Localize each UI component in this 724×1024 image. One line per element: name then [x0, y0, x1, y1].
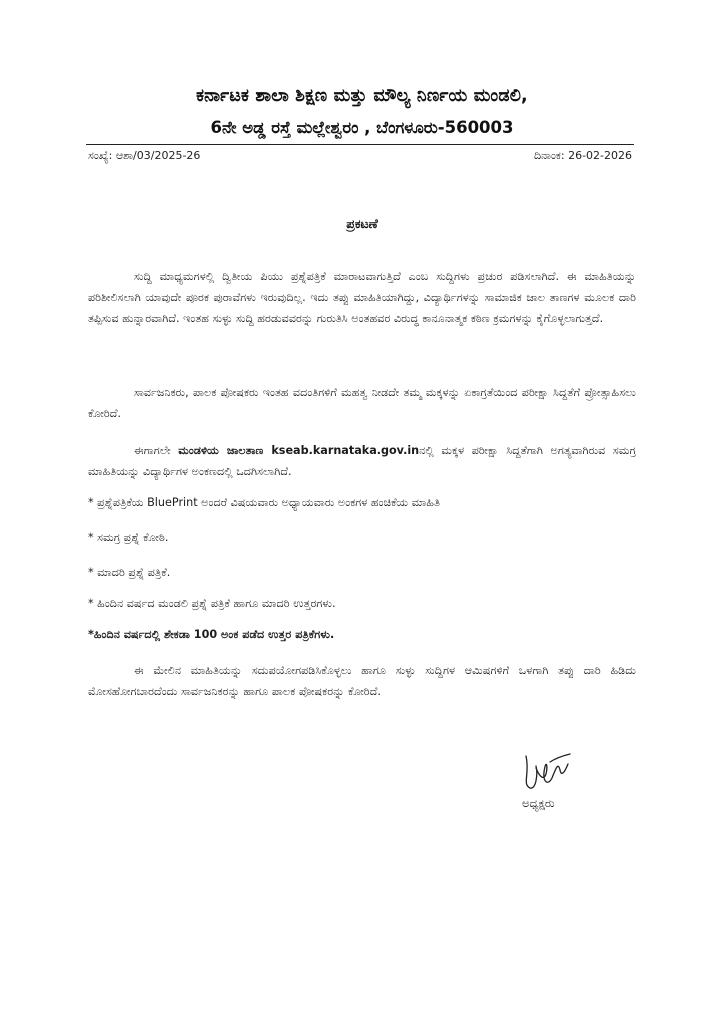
website-info-suffix: ನಲ್ಲಿ ಮಕ್ಕಳ ಪರೀಕ್ಷಾ ಸಿದ್ದತೆಗಾಗಿ ಅಗತ್ಯವಾಗಿರುವ ಸಮಗ್ರ ಮಾಹಿತಿಯನ್ನು ವಿದ್ಯಾರ್ಥಿಗಳ ಅಂಕಣದಲ್ಲಿ ಒದಗಿಸಲಾಗಿದೆ.: [88, 444, 636, 478]
notice-title: ಪ್ರಕಟಣೆ: [346, 216, 378, 231]
paragraph-website-info: [88, 440, 636, 482]
reference-date: ದಿನಾಂಕ: 26-02-2026: [533, 149, 632, 162]
organization-address: 6ನೇ ಅಡ್ಡ ರಸ್ತೆ ಮಲ್ಲೇಶ್ವರಂ , ಬೆಂಗಳೂರು-560003: [210, 118, 514, 137]
paragraph-fake-news: ಸುದ್ದಿ ಮಾಧ್ಯಮಗಳಲ್ಲಿ ದ್ವಿತೀಯ ಪಿಯು ಪ್ರಶ್ನೆಪತ್ರಿಕೆ ಮಾರಾಟವಾಗುತ್ತಿದೆ ಎಂಬ ಸುದ್ದಿಗಳು ಪ್ರಚುರ ಪಡಿಸಲಾಗಿದೆ. ಈ ಮಾಹಿತಿಯನ್ನು ಪರಿಶೀಲಿಸಲಾಗಿ ಯಾವುದೇ ಪೂರಕ ಪುರಾವೆಗಳು ಇರುವುದಿಲ್ಲ. ಇದು ತಪ್ಪು ಮಾಹಿತಿಯಾಗಿದ್ದು, ವಿದ್ಯಾರ್ಥಿಗಳನ್ನು ಸಾಮಾಜಿಕ ಜಾಲ ತಾಣಗಳ ಮೂಲಕ ದಾರಿ ತಪ್ಪಿಸುವ ಹುನ್ನಾರವಾಗಿದೆ. ಇಂತಹ ಸುಳ್ಳು ಸುದ್ದಿ ಹರಡುವವರನ್ನು ಗುರುತಿಸಿ ಅಂತಹವರ ವಿರುದ್ಧ ಕಾನೂನಾತ್ಮಕ ಕಠಿಣ ಕ್ರಮಗಳನ್ನು ಕೈಗೊಳ್ಳಲಾಗುತ್ತದೆ.: [88, 270, 636, 325]
organization-name: ಕರ್ನಾಟಕ ಶಾಲಾ ಶಿಕ್ಷಣ ಮತ್ತು ಮೌಲ್ಯ ನಿರ್ಣಯ ಮಂಡಲಿ,: [196, 86, 528, 106]
paragraph-closing-appeal: ಈ ಮೇಲಿನ ಮಾಹಿತಿಯನ್ನು ಸದುಪಯೋಗಪಡಿಸಿಕೊಳ್ಳಲು ಹಾಗೂ ಸುಳ್ಳು ಸುದ್ದಿಗಳ ಆಮಿಷಗಳಿಗೆ ಒಳಗಾಗಿ ತಪ್ಪು ದಾರಿ ಹಿಡಿದು ಮೋಸಹೋಗಬಾರದೆಂದು ಸಾರ್ವಜನಿಕರನ್ನು ಹಾಗೂ ಪಾಲಕ ಪೋಷಕರನ್ನು ಕೋರಿದೆ.: [88, 664, 636, 698]
reference-number: ಸಂಖ್ಯೆ: ಆಶಾ/03/2025-26: [88, 149, 201, 162]
list-item-topper-answers: *ಹಿಂದಿನ ವರ್ಷದಲ್ಲಿ ಶೇಕಡಾ 100 ಅಂಕ ಪಡೆದ ಉತ್ತರ ಪತ್ರಿಕೆಗಳು.: [88, 628, 335, 641]
website-info-link-text: ಮಂಡಳಿಯ ಜಾಲತಾಣ kseab.karnataka.gov.in: [178, 444, 420, 457]
signatory-designation: ಅಧ್ಯಕ್ಷರು: [522, 796, 555, 810]
signature-icon: [516, 744, 576, 794]
list-item-model-paper: * ಮಾದರಿ ಪ್ರಶ್ನೆ ಪತ್ರಿಕೆ.: [88, 566, 171, 579]
list-item-question-bank: * ಸಮಗ್ರ ಪ್ರಶ್ನೆ ಕೋಠಿ.: [88, 531, 169, 544]
list-item-blueprint: * ಪ್ರಶ್ನೆಪತ್ರಿಕೆಯ BluePrint ಅಂದರೆ ವಿಷಯವಾರು ಅಧ್ಯಾಯವಾರು ಅಂಕಗಳ ಹಂಚಿಕೆಯ ಮಾಹಿತಿ: [88, 496, 441, 509]
paragraph-appeal-parents: ಸಾರ್ವಜನಿಕರು, ಪಾಲಕ ಪೋಷಕರು ಇಂತಹ ವದಂತಿಗಳಿಗೆ ಮಹತ್ವ ನೀಡದೇ ತಮ್ಮ ಮಕ್ಕಳನ್ನು ಏಕಾಗ್ರತೆಯಿಂದ ಪರೀಕ್ಷಾ ಸಿದ್ದತೆಗೆ ಪ್ರೋತ್ಸಾಹಿಸಲು ಕೋರಿದೆ.: [88, 386, 636, 420]
header-divider: [86, 144, 634, 145]
list-item-previous-papers: * ಹಿಂದಿನ ವರ್ಷದ ಮಂಡಲಿ ಪ್ರಶ್ನೆ ಪತ್ರಿಕೆ ಹಾಗೂ ಮಾದರಿ ಉತ್ತರಗಳು.: [88, 597, 336, 610]
website-info-prefix: ಈಗಾಗಲೇ: [134, 444, 179, 457]
